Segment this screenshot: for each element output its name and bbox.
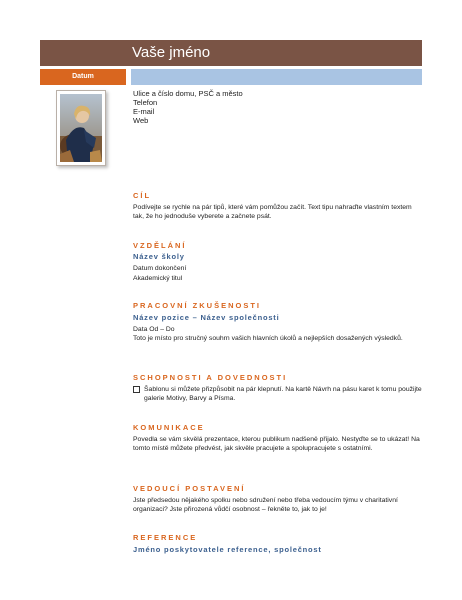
school-name[interactable]: Název školy bbox=[133, 252, 185, 261]
section-title-references[interactable]: REFERENCE bbox=[133, 533, 198, 542]
section-title-experience[interactable]: PRACOVNÍ ZKUŠENOSTI bbox=[133, 301, 262, 310]
person-photo-icon bbox=[60, 94, 102, 162]
section-title-communication[interactable]: KOMUNIKACE bbox=[133, 423, 205, 432]
objective-text[interactable]: Podívejte se rychle na pár tipů, které vám pomůžou začít. Text tipu nahraďte vlastním textem tak, že ho jednoduše vyberete a začnete psát. bbox=[133, 204, 412, 221]
skills-text[interactable]: Šablonu si můžete přizpůsobit na pár klepnutí. Na kartě Návrh na pásu karet k tomu použijte galerie Motivy, Barvy a Písma. bbox=[144, 386, 422, 403]
email-line[interactable]: E-mail bbox=[133, 107, 155, 116]
reference-name[interactable]: Jméno poskytovatele reference, společnost bbox=[133, 545, 322, 554]
section-title-objective[interactable]: CÍL bbox=[133, 191, 152, 200]
section-title-leadership[interactable]: VEDOUCÍ POSTAVENÍ bbox=[133, 484, 246, 493]
accent-bar bbox=[131, 69, 422, 85]
date-label[interactable]: Datum bbox=[40, 69, 126, 85]
job-dates[interactable]: Data Od – Do bbox=[133, 326, 175, 333]
job-title-company[interactable]: Název pozice – Název společnosti bbox=[133, 313, 280, 322]
resume-name[interactable]: Vaše jméno bbox=[132, 44, 211, 61]
profile-photo[interactable] bbox=[56, 90, 106, 166]
leadership-text[interactable]: Jste předsedou nějakého spolku nebo sdružení nebo třeba vedoucím týmu v charitativní organizaci? Jste přirozená vůdčí osobnost – řekněte to, jak to je! bbox=[133, 497, 398, 514]
name-header-bar bbox=[40, 40, 422, 66]
address-line[interactable]: Ulice a číslo domu, PSČ a město bbox=[133, 89, 243, 98]
phone-line[interactable]: Telefon bbox=[133, 98, 158, 107]
contact-info bbox=[133, 89, 243, 125]
education-date[interactable]: Datum dokončení bbox=[133, 265, 187, 272]
job-summary[interactable]: Toto je místo pro stručný souhrn vašich hlavních úkolů a nejlepších dosažených výsledků. bbox=[133, 335, 403, 342]
section-title-education[interactable]: VZDĚLÁNÍ bbox=[133, 241, 187, 250]
checkbox-bullet-icon bbox=[133, 386, 140, 393]
education-degree[interactable]: Akademický titul bbox=[133, 275, 183, 282]
web-line[interactable]: Web bbox=[133, 116, 149, 125]
communication-text[interactable]: Povedla se vám skvělá prezentace, kterou publikum nadšeně přijalo. Nestyďte se to ukázat! Na tomto místě můžete předvést, jak skvěle pracujete a spolupracujete s ostatními. bbox=[133, 436, 420, 453]
section-title-skills[interactable]: SCHOPNOSTI A DOVEDNOSTI bbox=[133, 373, 288, 382]
